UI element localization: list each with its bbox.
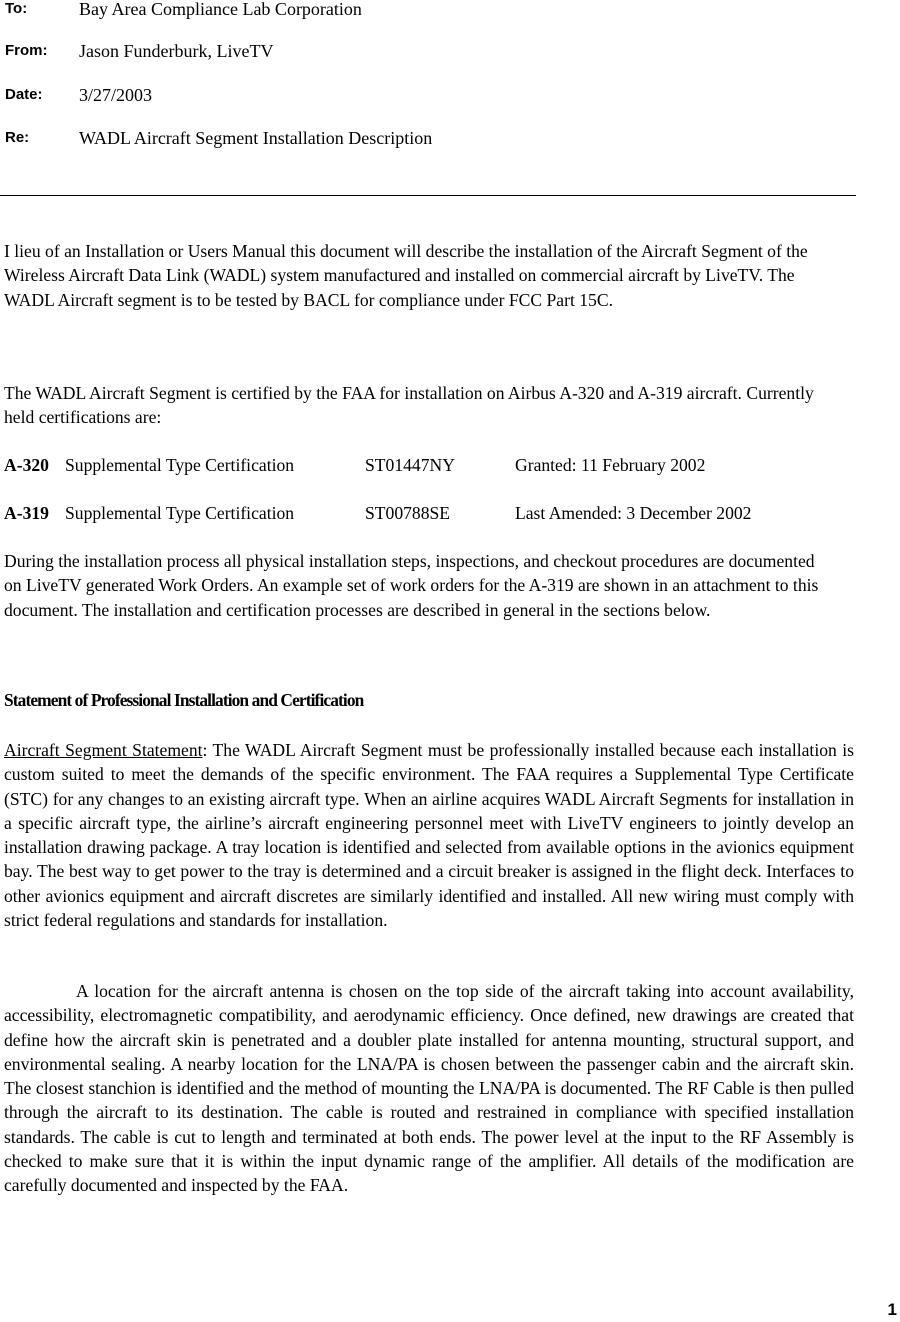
memo-re-value: WADL Aircraft Segment Installation Description [79, 128, 433, 148]
memo-re-label: Re: [5, 129, 30, 146]
process-paragraph: During the installation process all physical installation steps, inspections, and checkout procedures are documented on LiveTV generated Work Orders. An example set of work orders for the A-319 are shown in an attachment to this document. The installation and certification processes are described in general in the sections below. [4, 551, 819, 620]
memo-to-label: To: [5, 0, 28, 17]
cert-number: ST00788SE [365, 503, 451, 523]
cert-number: ST01447NY [365, 455, 455, 475]
page-number: 1 [887, 1300, 897, 1319]
statement-text: : The WADL Aircraft Segment must be professionally installed because each installation is custom suited to meet the demands of the specific environment. The FAA requires a Supplemental Type Certificate (STC) for any changes to an existing aircraft type. When an airline acquires WADL Aircraft Segments for installation in a specific aircraft type, the airline’s aircraft engineering personnel meet with LiveTV engineers to jointly develop an installation drawing package. A tray location is identified and selected from available options in the avionics equipment bay. The best way to get power to the tray is determined and a circuit breaker is assigned in the flight deck. Interfaces to other avionics equipment and aircraft discretes are similarly identified and installed. All new wiring must comply with strict federal regulations and standards for installation. [4, 740, 854, 931]
cert-model: A-319 [4, 503, 49, 523]
cert-date: Last Amended: 3 December 2002 [515, 503, 752, 523]
memo-date-value: 3/27/2003 [79, 85, 153, 105]
statement-label: Aircraft Segment Statement [4, 740, 203, 760]
memo-from-value: Jason Funderburk, LiveTV [79, 41, 274, 61]
cert-date: Granted: 11 February 2002 [515, 455, 706, 475]
cert-type: Supplemental Type Certification [65, 503, 295, 523]
cert-model: A-320 [4, 455, 49, 475]
antenna-paragraph: A location for the aircraft antenna is chosen on the top side of the aircraft taking into account availability, accessibility, electromagnetic compatibility, and aerodynamic efficiency. Once defined, new drawings are created that define how the aircraft skin is penetrated and a doubler plate installed for antenna mounting, structural support, and environmental sealing. A nearby location for the LNA/PA is chosen between the passenger cabin and the aircraft skin. The closest stanchion is identified and the method of mounting the LNA/PA is documented. The RF Cable is then pulled through the aircraft to its destination. The cable is routed and restrained in compliance with specified installation standards. The cable is cut to length and terminated at both ends. The power level at the input to the RF Assembly is checked to make sure that it is within the input dynamic range of the amplifier. All details of the modification are carefully documented and inspected by the FAA. [4, 981, 854, 1196]
section-heading: Statement of Professional Installation and Certification [4, 690, 364, 710]
memo-date-label: Date: [5, 86, 43, 103]
statement-paragraph [4, 738, 854, 932]
memo-from-label: From: [5, 42, 48, 59]
memo-to-value: Bay Area Compliance Lab Corporation [79, 0, 362, 19]
certification-paragraph: The WADL Aircraft Segment is certified by the FAA for installation on Airbus A-320 and A-319 aircraft. Currently held certifications are: [4, 383, 814, 428]
cert-type: Supplemental Type Certification [65, 455, 295, 475]
header-divider [0, 195, 856, 196]
intro-paragraph: I lieu of an Installation or Users Manual this document will describe the installation of the Aircraft Segment of the Wireless Aircraft Data Link (WADL) system manufactured and installed on commercial aircraft by LiveTV. The WADL Aircraft segment is to be tested by BACL for compliance under FCC Part 15C. [4, 241, 808, 310]
